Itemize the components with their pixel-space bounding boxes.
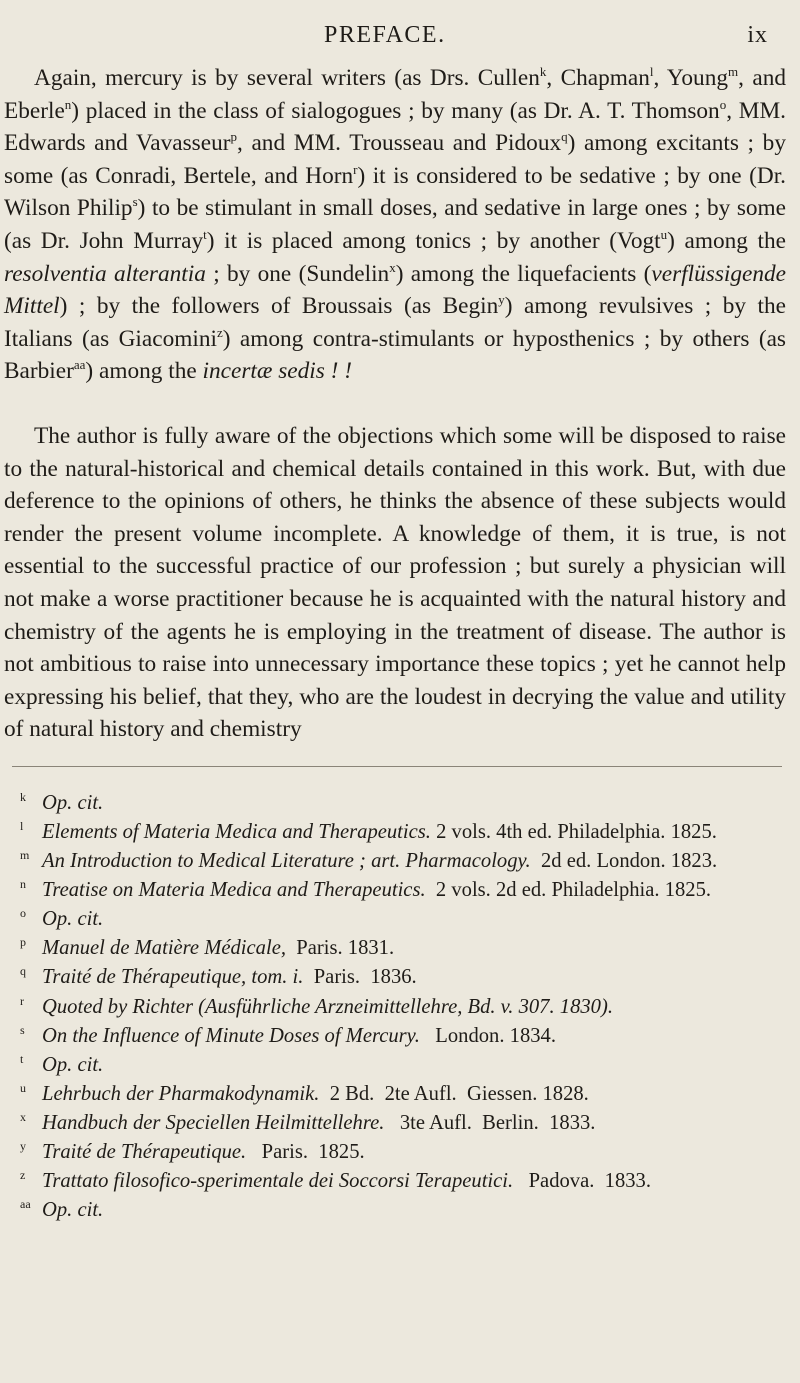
footnote-item (4, 1138, 786, 1167)
footnote-mark: r (20, 993, 24, 1008)
footnote-publication: Padova. 1833. (513, 1170, 652, 1193)
footnote-item (4, 818, 786, 847)
footnote-item (4, 1196, 786, 1225)
footnote-title: Trattato filosofico-sperimentale dei Soccorsi Terapeutici. (42, 1170, 514, 1193)
footnote-item (4, 1080, 786, 1109)
footnote-title: Lehrbuch der Pharmakodynamik. (42, 1082, 320, 1105)
footnote-item (4, 963, 786, 992)
text-run: ) placed in the class of sialogogues ; by many (as Dr. A. T. Thomson (71, 97, 720, 124)
text-run: ) among the (85, 358, 203, 385)
footnote-item (4, 1022, 786, 1051)
footnote-marker: q (561, 129, 568, 145)
footnote-publication: London. 1834. (419, 1024, 556, 1047)
footnote-title: On the Influence of Minute Doses of Mercury. (42, 1024, 420, 1047)
footnote-mark: m (20, 848, 30, 863)
text-run: ) among the (667, 227, 787, 254)
footnote-mark: t (20, 1051, 24, 1066)
footnote-title: Op. cit. (42, 791, 104, 814)
text-run: ) among excitants ; by some (as Conradi, Bertele, and Horn (4, 130, 786, 189)
footnotes-list (4, 789, 786, 1225)
footnote-item (4, 876, 786, 905)
text-run: The author is fully aware of the objections which some will be disposed to raise to the natural-historical and chemical details contained in this work. But, with due deference to the opinions of others, he thinks the absence of these subjects would render the present volume incomplete. A knowledge of them, it is true, is not essential to the successful practice of our profession ; but surely a physician will not make a worse practitioner because he is acquainted with the natural history and chemistry of the agents he is employing in the treatment of disease. The author is not ambitious to raise into unnecessary importance these topics ; yet he cannot help expressing his belief, that they, who are the loudest in decrying the value and utility of natural history and chemistry (4, 422, 786, 743)
footnote-publication: Paris. 1836. (303, 966, 417, 989)
footnote-item (4, 1167, 786, 1196)
footnote-publication: 3te Aufl. Berlin. 1833. (384, 1111, 596, 1134)
footnote-item (4, 1051, 786, 1080)
footnote-title: Quoted by Richter (Ausführliche Arzneimittellehre, Bd. v. 307. 1830). (42, 995, 613, 1018)
footnote-publication: Paris. 1831. (285, 937, 395, 960)
footnote-publication: 2 vols. 2d ed. Philadelphia. 1825. (425, 879, 712, 902)
footnote-title: Op. cit. (42, 908, 104, 931)
footnote-mark: n (20, 877, 26, 892)
footnote-mark: y (20, 1139, 26, 1153)
footnote-mark: p (20, 935, 26, 950)
footnote-item (4, 934, 786, 963)
footnote-title: Treatise on Materia Medica and Therapeutics. (42, 879, 426, 902)
footnote-publication: 2 vols. 4th ed. Philadelphia. 1825. (430, 820, 717, 843)
footnote-marker: l (649, 64, 654, 80)
footnote-mark: x (20, 1109, 26, 1124)
page-number: ix (747, 22, 768, 48)
footnote-marker: k (539, 64, 547, 80)
footnote-title: Traité de Thérapeutique. (42, 1141, 247, 1163)
text-run: , Young (653, 65, 728, 91)
footnote-marker: o (719, 96, 727, 112)
text-run: ) among revulsives ; by the Italians (as Giacomini (4, 293, 786, 352)
footnote-title: An Introduction to Medical Literature ; art. Pharmacology. (42, 850, 531, 873)
footnote-marker: s (132, 194, 138, 210)
footnote-item (4, 905, 786, 934)
text-run: , MM. Edwards and Vavasseur (4, 97, 786, 157)
footnote-title: Handbuch der Speciellen Heilmittellehre. (42, 1111, 385, 1134)
footnote-marker: z (216, 324, 223, 340)
footnote-item (4, 993, 786, 1022)
footnote-mark: o (20, 906, 26, 921)
footnote-item (4, 847, 786, 876)
footnote-title: Manuel de Matière Médicale, (42, 937, 286, 960)
footnote-mark: l (20, 818, 24, 833)
italic-text: resolventia alterantia (4, 260, 206, 287)
footnote-publication: Paris. 1825. (246, 1141, 365, 1163)
paragraph-author-objections (4, 420, 786, 746)
footnote-publication: 2d ed. London. 1823. (530, 850, 718, 873)
footnote-marker: p (230, 129, 237, 145)
text-run: , and MM. Trousseau and Pidoux (236, 130, 562, 157)
text-run: ) among contra-stimulants or hyposthenics ; by others (as Barbier (4, 325, 786, 385)
footnote-title: Elements of Materia Medica and Therapeutics. (42, 820, 431, 843)
footnote-mark: s (20, 1022, 25, 1037)
footnote-marker: r (353, 162, 358, 178)
running-head (4, 18, 786, 58)
text-run: , Chapman (546, 65, 650, 91)
footnote-mark: z (20, 1168, 26, 1183)
footnote-mark: aa (20, 1197, 31, 1212)
footnote-item (4, 789, 786, 818)
footnote-marker: t (203, 227, 207, 243)
italic-text: incertæ sedis ! ! (202, 358, 352, 385)
footnote-marker: u (660, 227, 668, 243)
footnote-item (4, 1109, 786, 1138)
text-run: ; by one (Sundelin (205, 260, 390, 287)
footnote-title: Traité de Thérapeutique, tom. i. (42, 966, 304, 989)
footnote-rule (12, 766, 782, 767)
footnote-mark: k (20, 789, 26, 804)
text-run: ) to be stimulant in small doses, and sedative in large ones ; by some (as Dr. John Murray (4, 195, 786, 254)
footnote-mark: u (20, 1080, 26, 1095)
italic-text: verflüssigende Mittel (4, 260, 786, 320)
text-run: ) it is considered to be sedative ; by one (Dr. Wilson Philip (4, 162, 786, 222)
text-run: Again, mercury is by several writers (as Drs. Cullen (34, 65, 540, 91)
footnote-title: Op. cit. (42, 1053, 104, 1076)
footnote-marker: m (728, 64, 739, 80)
running-title: PREFACE. (324, 22, 446, 48)
footnote-marker: n (64, 96, 72, 112)
text-run: ) among the liquefacients ( (395, 260, 652, 287)
text-run: , and Eberle (4, 65, 786, 124)
footnote-publication: 2 Bd. 2te Aufl. Giessen. 1828. (319, 1082, 589, 1105)
footnote-marker: x (389, 259, 396, 275)
footnote-mark: q (20, 964, 26, 979)
footnote-marker: aa (73, 357, 86, 373)
footnote-title: Op. cit. (42, 1199, 104, 1222)
text-run: ) it is placed among tonics ; by another (Vogt (206, 227, 661, 254)
footnote-marker: y (498, 292, 505, 308)
text-run: ) ; by the followers of Broussais (as Begin (59, 293, 499, 320)
paragraph-mercury-classification (4, 62, 786, 388)
